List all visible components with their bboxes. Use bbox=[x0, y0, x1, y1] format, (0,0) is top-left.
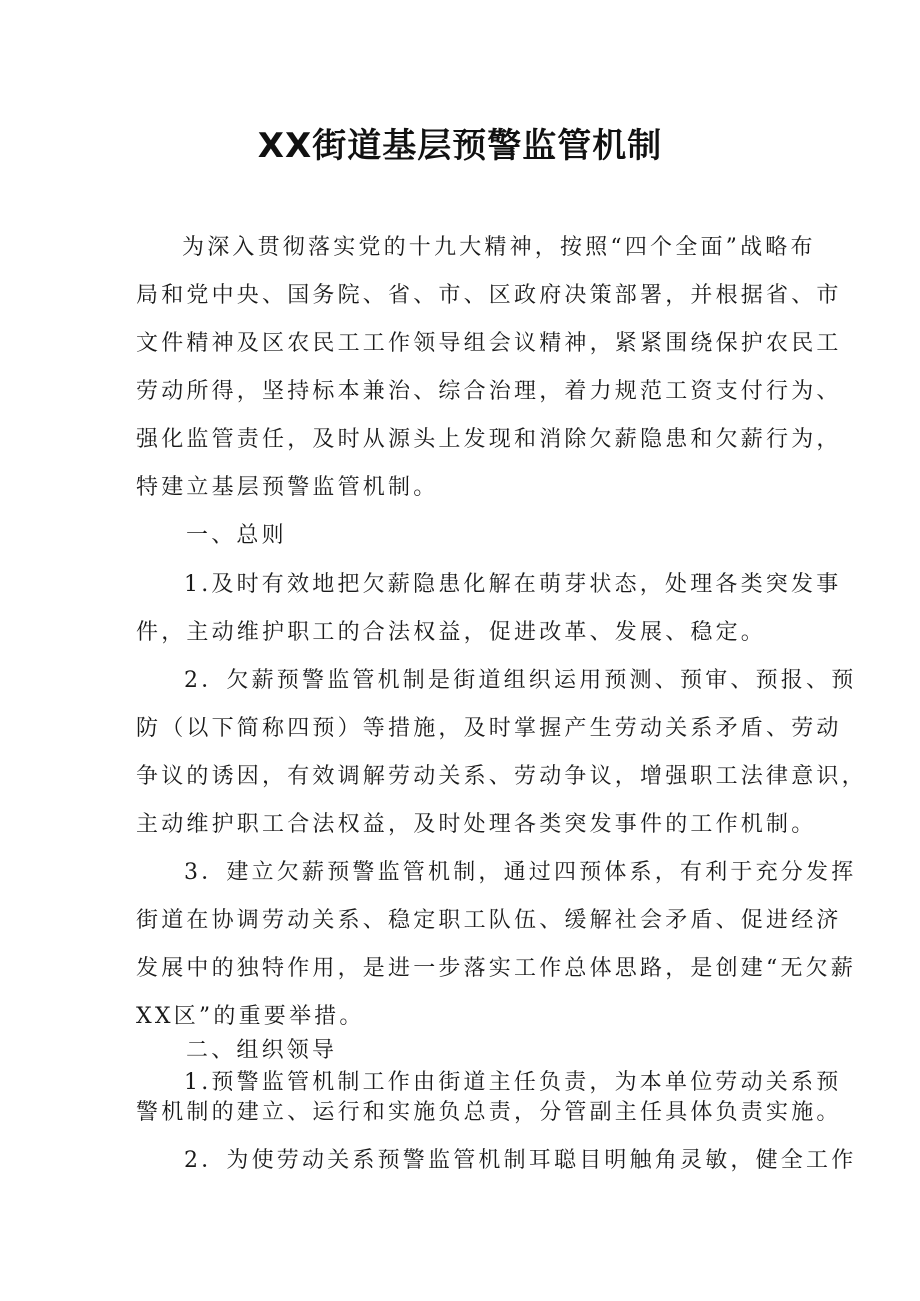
paragraph-line: 局和党中央、国务院、省、市、区政府决策部署，并根据省、市 bbox=[136, 283, 842, 308]
paragraph-line: 特建立基层预警监管机制。 bbox=[136, 475, 439, 500]
paragraph-line: 3．建立欠薪预警监管机制，通过四预体系，有利于充分发挥 bbox=[184, 860, 857, 885]
document-title: XX街道基层预警监管机制 bbox=[257, 126, 663, 166]
paragraph-line: 街道在协调劳动关系、稳定职工队伍、缓解社会矛盾、促进经济 bbox=[136, 908, 842, 933]
paragraph-line: 争议的诱因，有效调解劳动关系、劳动争议，增强职工法律意识， bbox=[136, 764, 867, 789]
paragraph-line: XX区”的重要举措。 bbox=[136, 1004, 365, 1029]
paragraph-line: 强化监管责任，及时从源头上发现和消除欠薪隐患和欠薪行为， bbox=[136, 427, 842, 452]
paragraph-line: 2．为使劳动关系预警监管机制耳聪目明触角灵敏，健全工作 bbox=[184, 1148, 857, 1173]
paragraph-line: 劳动所得，坚持标本兼治、综合治理，着力规范工资支付行为、 bbox=[136, 379, 842, 404]
paragraph-line: 件，主动维护职工的合法权益，促进改革、发展、稳定。 bbox=[136, 620, 767, 645]
paragraph-line: 文件精神及区农民工工作领导组会议精神，紧紧围绕保护农民工 bbox=[136, 331, 842, 356]
section-heading: 二、组织领导 bbox=[186, 1038, 338, 1063]
paragraph-line: 为深入贯彻落实党的十九大精神，按照“四个全面”战略布 bbox=[182, 235, 816, 260]
paragraph-line: 警机制的建立、运行和实施负总责，分管副主任具体负责实施。 bbox=[136, 1100, 842, 1125]
paragraph-line: 1.及时有效地把欠薪隐患化解在萌芽状态，处理各类突发事 bbox=[184, 572, 842, 597]
paragraph-line: 2．欠薪预警监管机制是街道组织运用预测、预审、预报、预 bbox=[184, 668, 857, 693]
paragraph-line: 主动维护职工合法权益，及时处理各类突发事件的工作机制。 bbox=[136, 812, 817, 837]
section-heading: 一、总则 bbox=[186, 523, 287, 548]
paragraph-line: 防（以下简称四预）等措施，及时掌握产生劳动关系矛盾、劳动 bbox=[136, 716, 842, 741]
paragraph-line: 1.预警监管机制工作由街道主任负责，为本单位劳动关系预 bbox=[184, 1070, 842, 1095]
paragraph-line: 发展中的独特作用，是进一步落实工作总体思路，是创建“无欠薪 bbox=[136, 956, 857, 981]
